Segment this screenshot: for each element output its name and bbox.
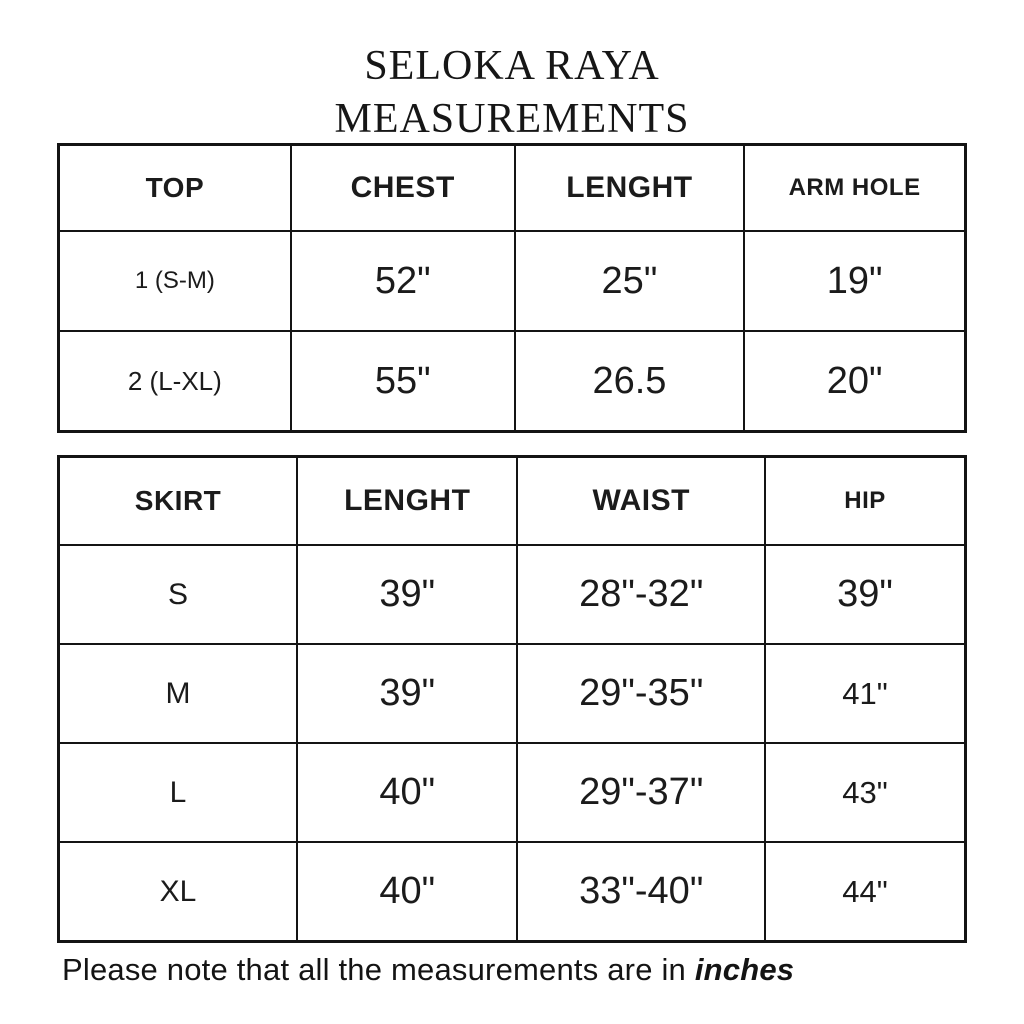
- skirt-rowS-waist: 28"-32": [517, 545, 765, 644]
- top-table-header-row: [59, 145, 966, 232]
- top-row2-chest: 55": [291, 331, 515, 432]
- skirt-table-header-hip: HIP: [765, 457, 965, 546]
- skirt-rowM-label: M: [59, 644, 298, 743]
- table-row: [59, 743, 966, 842]
- top-table-header-arm-hole: ARM HOLE: [744, 145, 965, 232]
- skirt-rowL-label: L: [59, 743, 298, 842]
- skirt-rowL-lenght: 40": [297, 743, 517, 842]
- measurements-note-text: Please note that all the measurements are in: [62, 952, 695, 987]
- skirt-rowXL-waist: 33"-40": [517, 842, 765, 942]
- top-row2-arm-hole: 20": [744, 331, 965, 432]
- skirt-rowS-lenght: 39": [297, 545, 517, 644]
- top-row2-label: 2 (L-XL): [59, 331, 291, 432]
- page-title: [0, 40, 1024, 146]
- table-row: [59, 545, 966, 644]
- measurements-note: [62, 952, 992, 988]
- skirt-table-header-skirt: SKIRT: [59, 457, 298, 546]
- top-row2-lenght: 26.5: [515, 331, 744, 432]
- skirt-rowM-hip: 41": [765, 644, 965, 743]
- skirt-rowM-waist: 29"-35": [517, 644, 765, 743]
- top-table-header-chest: CHEST: [291, 145, 515, 232]
- skirt-rowXL-label: XL: [59, 842, 298, 942]
- skirt-rowXL-lenght: 40": [297, 842, 517, 942]
- page-title-line2: MEASUREMENTS: [334, 96, 690, 142]
- skirt-rowS-hip: 39": [765, 545, 965, 644]
- measurements-note-emphasis: inches: [694, 952, 795, 987]
- top-row1-label: 1 (S-M): [59, 231, 291, 331]
- top-row1-lenght: 25": [515, 231, 744, 331]
- skirt-table-header-lenght: LENGHT: [297, 457, 517, 546]
- skirt-rowL-waist: 29"-37": [517, 743, 765, 842]
- top-row1-chest: 52": [291, 231, 515, 331]
- page-title-line1: SELOKA RAYA: [364, 43, 660, 89]
- skirt-table-header-waist: WAIST: [517, 457, 765, 546]
- skirt-table-header-row: [59, 457, 966, 546]
- table-row: [59, 842, 966, 942]
- skirt-measurements-table: [57, 455, 967, 943]
- table-row: [59, 231, 966, 331]
- top-table-header-lenght: LENGHT: [515, 145, 744, 232]
- top-table-header-top: TOP: [59, 145, 291, 232]
- skirt-rowS-label: S: [59, 545, 298, 644]
- table-row: [59, 331, 966, 432]
- top-measurements-table: [57, 143, 967, 433]
- table-row: [59, 644, 966, 743]
- skirt-rowXL-hip: 44": [765, 842, 965, 942]
- top-row1-arm-hole: 19": [744, 231, 965, 331]
- skirt-rowM-lenght: 39": [297, 644, 517, 743]
- skirt-rowL-hip: 43": [765, 743, 965, 842]
